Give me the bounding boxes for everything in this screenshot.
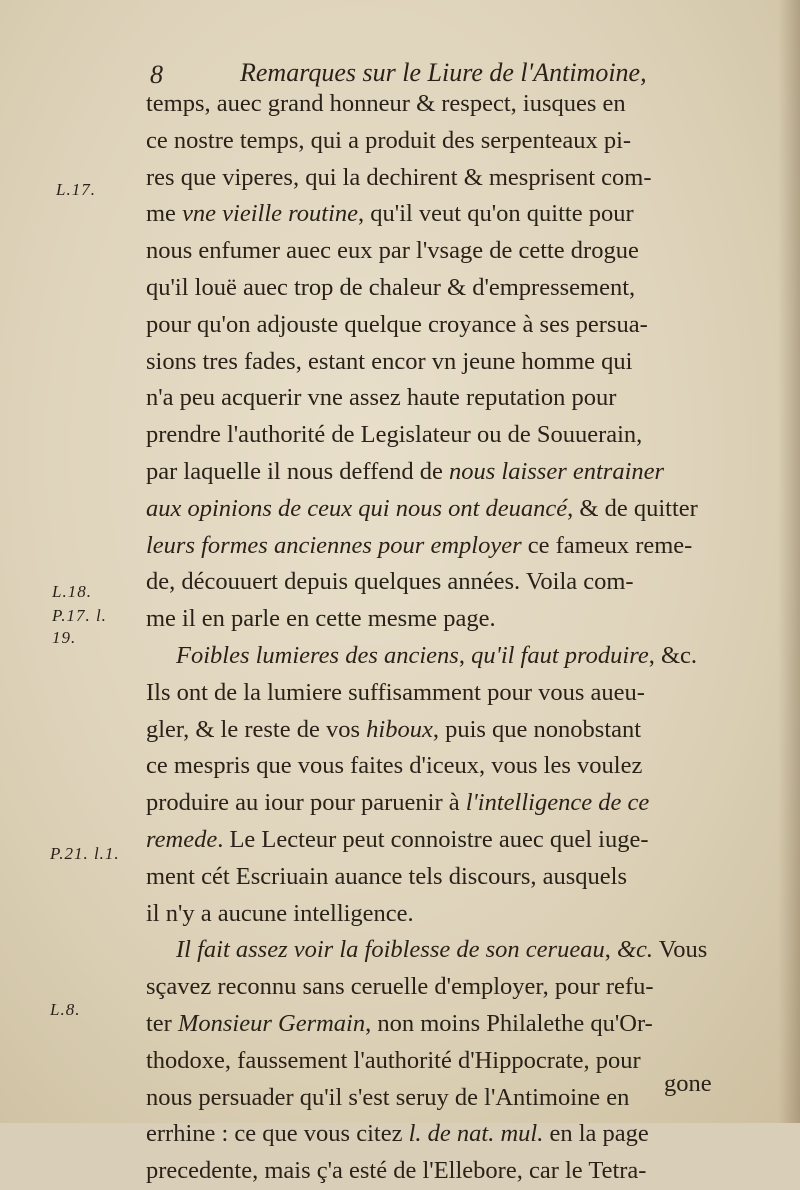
italic-text-segment: &c.: [616, 936, 654, 964]
text-segment: errhine : ce que vous citez: [146, 1120, 409, 1148]
italic-text-segment: qu'il faut produire: [471, 641, 649, 669]
italic-text-segment: hiboux: [366, 715, 433, 743]
text-segment: thodoxe, faussement l'authorité d'Hippocrate, pour: [146, 1046, 641, 1074]
text-segment: pour qu'on adjouste quelque croyance à ses persua-: [146, 310, 648, 338]
margin-note: P.17. l.: [52, 606, 107, 625]
text-line: [146, 380, 746, 417]
italic-text-segment: leurs formes anciennes pour employer: [146, 531, 522, 559]
text-line: [146, 1043, 746, 1080]
text-line: [146, 270, 746, 307]
text-line: [146, 932, 746, 969]
italic-text-segment: l. de nat. mul.: [408, 1120, 544, 1148]
italic-text-segment: remede: [146, 825, 218, 853]
text-segment: , & de quitter: [567, 494, 698, 522]
text-segment: il n'y a aucune intelligence.: [146, 899, 414, 927]
text-segment: res que viperes, qui la dechirent & mesprisent com-: [146, 163, 652, 191]
text-line: [146, 196, 746, 233]
italic-text-segment: vne vieille routine: [182, 200, 359, 228]
text-segment: ,: [458, 641, 472, 669]
text-line: [146, 785, 746, 822]
italic-text-segment: aux opinions de ceux qui nous ont deuancé: [146, 494, 568, 522]
body-text: [146, 86, 746, 1190]
text-line: [146, 528, 746, 565]
page-number: 8: [150, 60, 163, 89]
catchword: gone: [664, 1070, 712, 1097]
margin-note: L.8.: [50, 1000, 81, 1019]
text-line: [146, 344, 746, 381]
italic-text-segment: Monsieur Germain: [177, 1009, 366, 1037]
text-segment: nous enfumer auec eux par l'vsage de cette drogue: [146, 237, 639, 265]
text-segment: par laquelle il nous deffend de: [146, 457, 449, 485]
text-line: [146, 969, 746, 1006]
text-segment: Ils ont de la lumiere suffisamment pour vous aueu-: [146, 678, 645, 706]
text-segment: ce fameux reme-: [521, 531, 693, 559]
italic-text-segment: Foibles lumieres des anciens: [176, 641, 459, 669]
text-line: [146, 1006, 746, 1043]
text-line: [146, 491, 746, 528]
text-line: [146, 638, 746, 675]
text-segment: , puis que nonobstant: [432, 715, 642, 743]
text-segment: , qu'il veut qu'on quitte pour: [358, 200, 634, 228]
text-line: [146, 1153, 746, 1190]
text-segment: nous persuader qu'il s'est seruy de l'Antimoine en: [146, 1083, 630, 1111]
text-segment: qu'il louë auec trop de chaleur & d'empressement,: [146, 273, 636, 301]
text-line: [146, 748, 746, 785]
text-line: [146, 601, 746, 638]
text-line: [146, 454, 746, 491]
margin-note: 19.: [52, 628, 77, 647]
text-line: [146, 675, 746, 712]
text-segment: ment cét Escriuain auance tels discours, ausquels: [146, 862, 627, 890]
text-line: [146, 160, 746, 197]
text-segment: , non moins Philalethe qu'Or-: [365, 1009, 653, 1037]
margin-note: P.21. l.1.: [50, 844, 120, 863]
italic-text-segment: l'intelligence de ce: [465, 789, 650, 817]
page-edge-shadow: [778, 0, 800, 1123]
text-segment: de, découuert depuis quelques années. Voila com-: [146, 568, 634, 596]
text-line: [146, 417, 746, 454]
text-segment: produire au iour pour paruenir à: [146, 789, 466, 817]
text-segment: . Le Lecteur peut connoistre auec quel iuge-: [217, 825, 649, 853]
italic-text-segment: nous laisser entrainer: [448, 457, 665, 485]
text-segment: sçavez reconnu sans ceruelle d'employer, pour refu-: [146, 973, 654, 1001]
text-line: [146, 123, 746, 160]
text-line: [146, 859, 746, 896]
text-line: [146, 1116, 746, 1153]
text-segment: en la page: [543, 1120, 649, 1148]
text-segment: prendre l'authorité de Legislateur ou de Souuerain,: [146, 421, 643, 449]
text-segment: n'a peu acquerir vne assez haute reputation pour: [146, 384, 617, 412]
margin-note: L.18.: [52, 582, 92, 601]
text-line: [146, 896, 746, 933]
text-segment: ,: [604, 936, 617, 964]
running-title: Remarques sur le Liure de l'Antimoine,: [240, 58, 647, 87]
text-segment: ter: [146, 1009, 178, 1037]
text-segment: , &c.: [648, 641, 698, 669]
text-segment: Vous: [653, 936, 708, 964]
text-segment: precedente, mais ç'a esté de l'Ellebore, car le Tetra-: [146, 1157, 647, 1185]
text-segment: me il en parle en cette mesme page.: [146, 605, 496, 633]
text-line: [146, 307, 746, 344]
text-segment: sions tres fades, estant encor vn jeune homme qui: [146, 347, 633, 375]
text-line: [146, 712, 746, 749]
text-line: [146, 822, 746, 859]
margin-note: L.17.: [56, 180, 96, 199]
text-line: [146, 1080, 746, 1117]
text-line: [146, 233, 746, 270]
italic-text-segment: Il fait assez voir la foiblesse de son cerueau: [176, 936, 605, 964]
text-line: [146, 564, 746, 601]
text-segment: ce nostre temps, qui a produit des serpenteaux pi-: [146, 126, 632, 154]
text-segment: ce mespris que vous faites d'iceux, vous les voulez: [146, 752, 643, 780]
text-segment: me: [146, 200, 183, 228]
text-segment: temps, auec grand honneur & respect, iusques en: [146, 90, 626, 117]
text-line: [146, 86, 746, 123]
text-segment: gler, & le reste de vos: [146, 715, 367, 743]
